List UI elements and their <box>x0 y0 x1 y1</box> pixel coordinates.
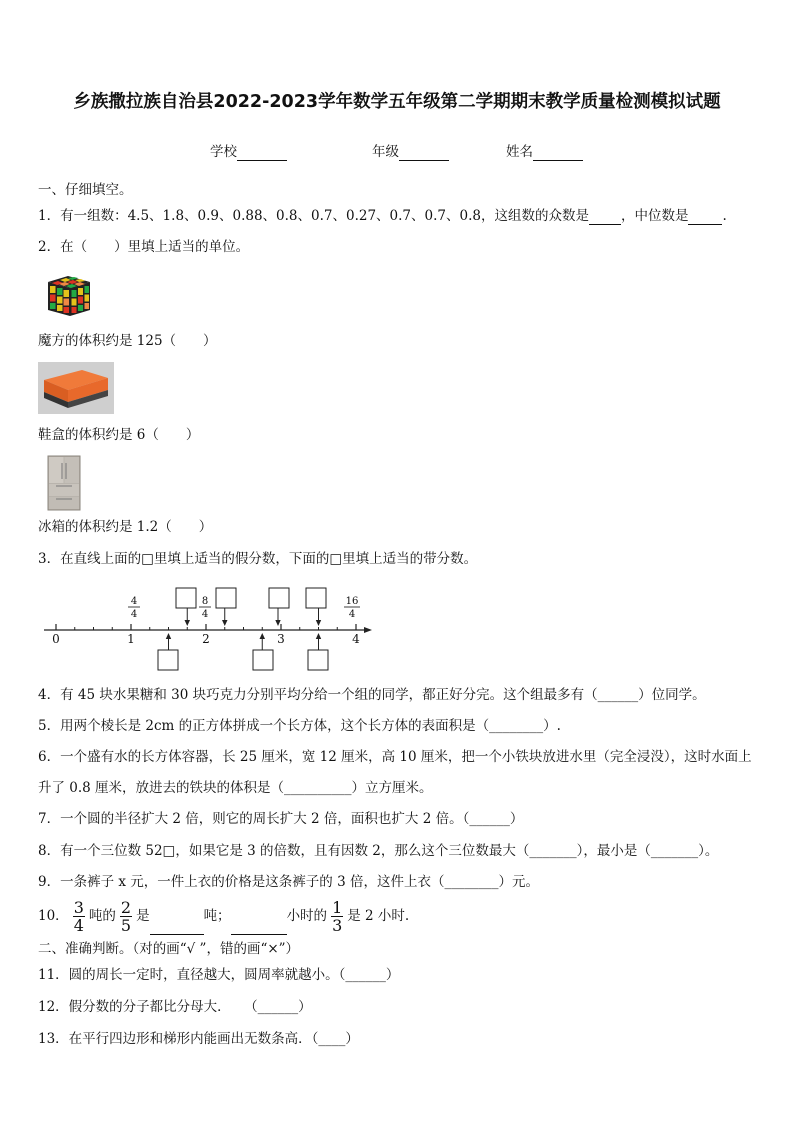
grade-blank <box>399 144 449 161</box>
q1-end: . <box>722 208 727 224</box>
fraction-1-3: $\frac{1}{3}$ <box>332 898 343 935</box>
name-field <box>506 140 583 161</box>
top-answer-box <box>306 588 326 608</box>
q10-blank-1 <box>150 898 204 935</box>
top-frac-4-4-num: 4 <box>130 596 138 607</box>
school-field <box>210 140 287 161</box>
fraction-2-5: $\frac{2}{5}$ <box>120 898 132 935</box>
question-2: 2．在（ ）里填上适当的单位。 <box>38 239 250 255</box>
top-frac-4-4-den: 4 <box>130 609 138 620</box>
exam-title: 乡族撒拉族自治县2022-2023学年数学五年级第二学期期末教学质量检测模拟试题 <box>73 92 721 112</box>
q1-blank-median <box>688 208 722 225</box>
question-11: 11．圆的周长一定时，直径越大，圆周率就越小。（______） <box>38 967 400 983</box>
school-label: 学校 <box>210 144 237 160</box>
section-1-heading: 一、仔细填空。 <box>38 182 133 198</box>
bottom-answer-box <box>158 650 178 670</box>
question-6-line-2: 升了 0.8 厘米，放进去的铁块的体积是（__________）立方厘米。 <box>38 780 433 796</box>
number-line <box>38 582 378 674</box>
top-frac-16-4-num: 16 <box>345 596 359 607</box>
q1-blank-mode <box>589 208 621 225</box>
question-7: 7．一个圆的半径扩大 2 倍，则它的周长扩大 2 倍，面积也扩大 2 倍。（______） <box>38 811 524 827</box>
tick-label-0: 0 <box>52 632 60 646</box>
q10-number: 10． <box>38 908 69 924</box>
question-9: 9．一条裤子 x 元，一件上衣的价格是这条裤子的 3 倍，这件上衣（________）元。 <box>38 874 539 890</box>
shoebox-image <box>38 362 114 414</box>
q2-item-cube: 魔方的体积约是 125（ ） <box>38 333 217 349</box>
top-frac-16-4-den: 4 <box>348 609 356 620</box>
question-4: 4．有 45 块水果糖和 30 块巧克力分别平均分给一个组的同学，都正好分完。这个组最多有（______）位同学。 <box>38 687 706 703</box>
tick-label-1: 1 <box>127 632 135 646</box>
question-1 <box>38 208 727 225</box>
question-5: 5．用两个棱长是 2cm 的正方体拼成一个长方体，这个长方体的表面积是（________）. <box>38 718 561 734</box>
top-frac-8-4-num: 8 <box>201 596 209 607</box>
top-answer-box <box>176 588 196 608</box>
question-10: 10． $\frac{3}{4}$ 吨的 $\frac{2}{5}$ 是 吨； 小时的 $\frac{1}{3}$ 是 2 小时. <box>38 898 410 935</box>
question-6-line-1: 6．一个盛有水的长方体容器，长 25 厘米，宽 12 厘米，高 10 厘米，把一个小铁块放进水里（完全浸没），这时水面上 <box>38 749 752 765</box>
q1-text: 1．有一组数：4.5、1.8、0.9、0.88、0.8、0.7、0.27、0.7、0.7、0.8，这组数的众数是 <box>38 208 589 224</box>
rubiks-cube-image <box>44 272 94 318</box>
bottom-answer-box <box>308 650 328 670</box>
top-answer-box <box>216 588 236 608</box>
question-13: 13．在平行四边形和梯形内能画出无数条高．（____） <box>38 1031 359 1047</box>
tick-label-4: 4 <box>352 632 360 646</box>
name-blank <box>533 144 583 161</box>
refrigerator-image <box>46 455 82 511</box>
top-answer-box <box>269 588 289 608</box>
bottom-answer-box <box>253 650 273 670</box>
fraction-3-4: $\frac{3}{4}$ <box>73 898 84 935</box>
tick-label-2: 2 <box>202 632 210 646</box>
question-3: 3．在直线上面的□里填上适当的假分数，下面的□里填上适当的带分数。 <box>38 551 478 567</box>
name-label: 姓名 <box>506 144 533 160</box>
q2-item-shoebox: 鞋盒的体积约是 6（ ） <box>38 427 200 443</box>
axis-arrow <box>364 627 372 633</box>
question-12: 12．假分数的分子都比分母大． （______） <box>38 999 312 1015</box>
school-blank <box>237 144 287 161</box>
q10-blank-2 <box>231 898 287 935</box>
top-frac-8-4-den: 4 <box>201 609 209 620</box>
grade-label: 年级 <box>372 144 399 160</box>
q2-item-fridge: 冰箱的体积约是 1.2（ ） <box>38 519 213 535</box>
tick-label-3: 3 <box>277 632 285 646</box>
q1-mid-text: ，中位数是 <box>620 208 689 224</box>
question-8: 8．有一个三位数 52□，如果它是 3 的倍数，且有因数 2，那么这个三位数最大（_______），最小是（_______）。 <box>38 843 719 859</box>
section-2-heading: 二、准确判断。（对的画“√ ”，错的画“×”） <box>38 941 300 957</box>
grade-field <box>372 140 449 161</box>
